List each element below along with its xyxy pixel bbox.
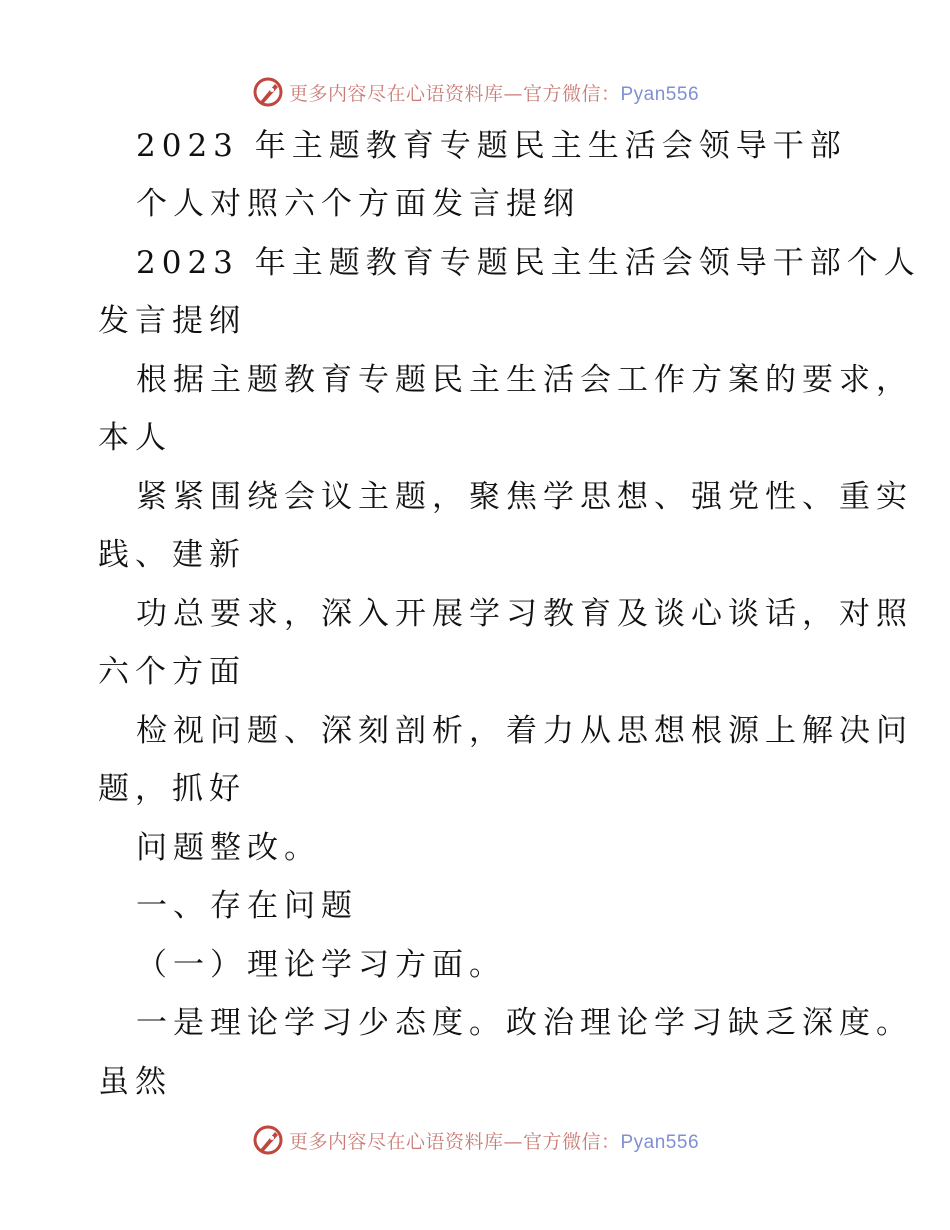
header-watermark: [0, 72, 950, 112]
watermark-dash: —: [503, 82, 523, 105]
watermark-brand: 更多内容尽在心语资料库: [288, 1130, 504, 1153]
title-line-2: 个人对照六个方面发言提纲: [136, 186, 580, 222]
paragraph-line: 检视问题、深刻剖析，着力从思想根源上解决问: [136, 713, 913, 749]
watermark-brand: 更多内容尽在心语资料库: [288, 82, 504, 105]
paragraph-line: 发言提纲: [98, 303, 246, 339]
paragraph-line: 践、建新: [98, 537, 246, 573]
watermark-contact-id: Pyan556: [620, 83, 700, 105]
title-line-1: 2023 年主题教育专题民主生活会领导干部: [136, 128, 847, 164]
paragraph-line: 六个方面: [98, 654, 246, 690]
section-heading: 一、存在问题: [136, 888, 358, 924]
fountain-pen-nib-logo-icon: [251, 75, 285, 109]
footer-watermark: [0, 1120, 950, 1160]
paragraph-line: 问题整改。: [136, 830, 321, 866]
watermark-text: [289, 1127, 699, 1154]
watermark-contact-label: 官方微信：: [522, 82, 621, 105]
paragraph-line: 本人: [98, 420, 172, 456]
watermark-contact-label: 官方微信：: [522, 1130, 621, 1153]
paragraph-line: 根据主题教育专题民主生活会工作方案的要求，: [136, 362, 913, 398]
paragraph-line: 紧紧围绕会议主题，聚焦学思想、强党性、重实: [136, 479, 913, 515]
fountain-pen-nib-logo-icon: [251, 1123, 285, 1157]
paragraph-line: 功总要求，深入开展学习教育及谈心谈话，对照: [136, 596, 913, 632]
paragraph-line: 2023 年主题教育专题民主生活会领导干部个人: [136, 245, 921, 281]
subsection-heading: （一）理论学习方面。: [136, 947, 506, 983]
watermark-text: [289, 79, 699, 106]
paragraph-line: 一是理论学习少态度。政治理论学习缺乏深度。: [136, 1005, 913, 1041]
watermark-dash: —: [503, 1130, 523, 1153]
watermark-contact-id: Pyan556: [620, 1131, 700, 1153]
paragraph-line: 虽然: [98, 1064, 172, 1100]
paragraph-line: 题，抓好: [98, 771, 246, 807]
